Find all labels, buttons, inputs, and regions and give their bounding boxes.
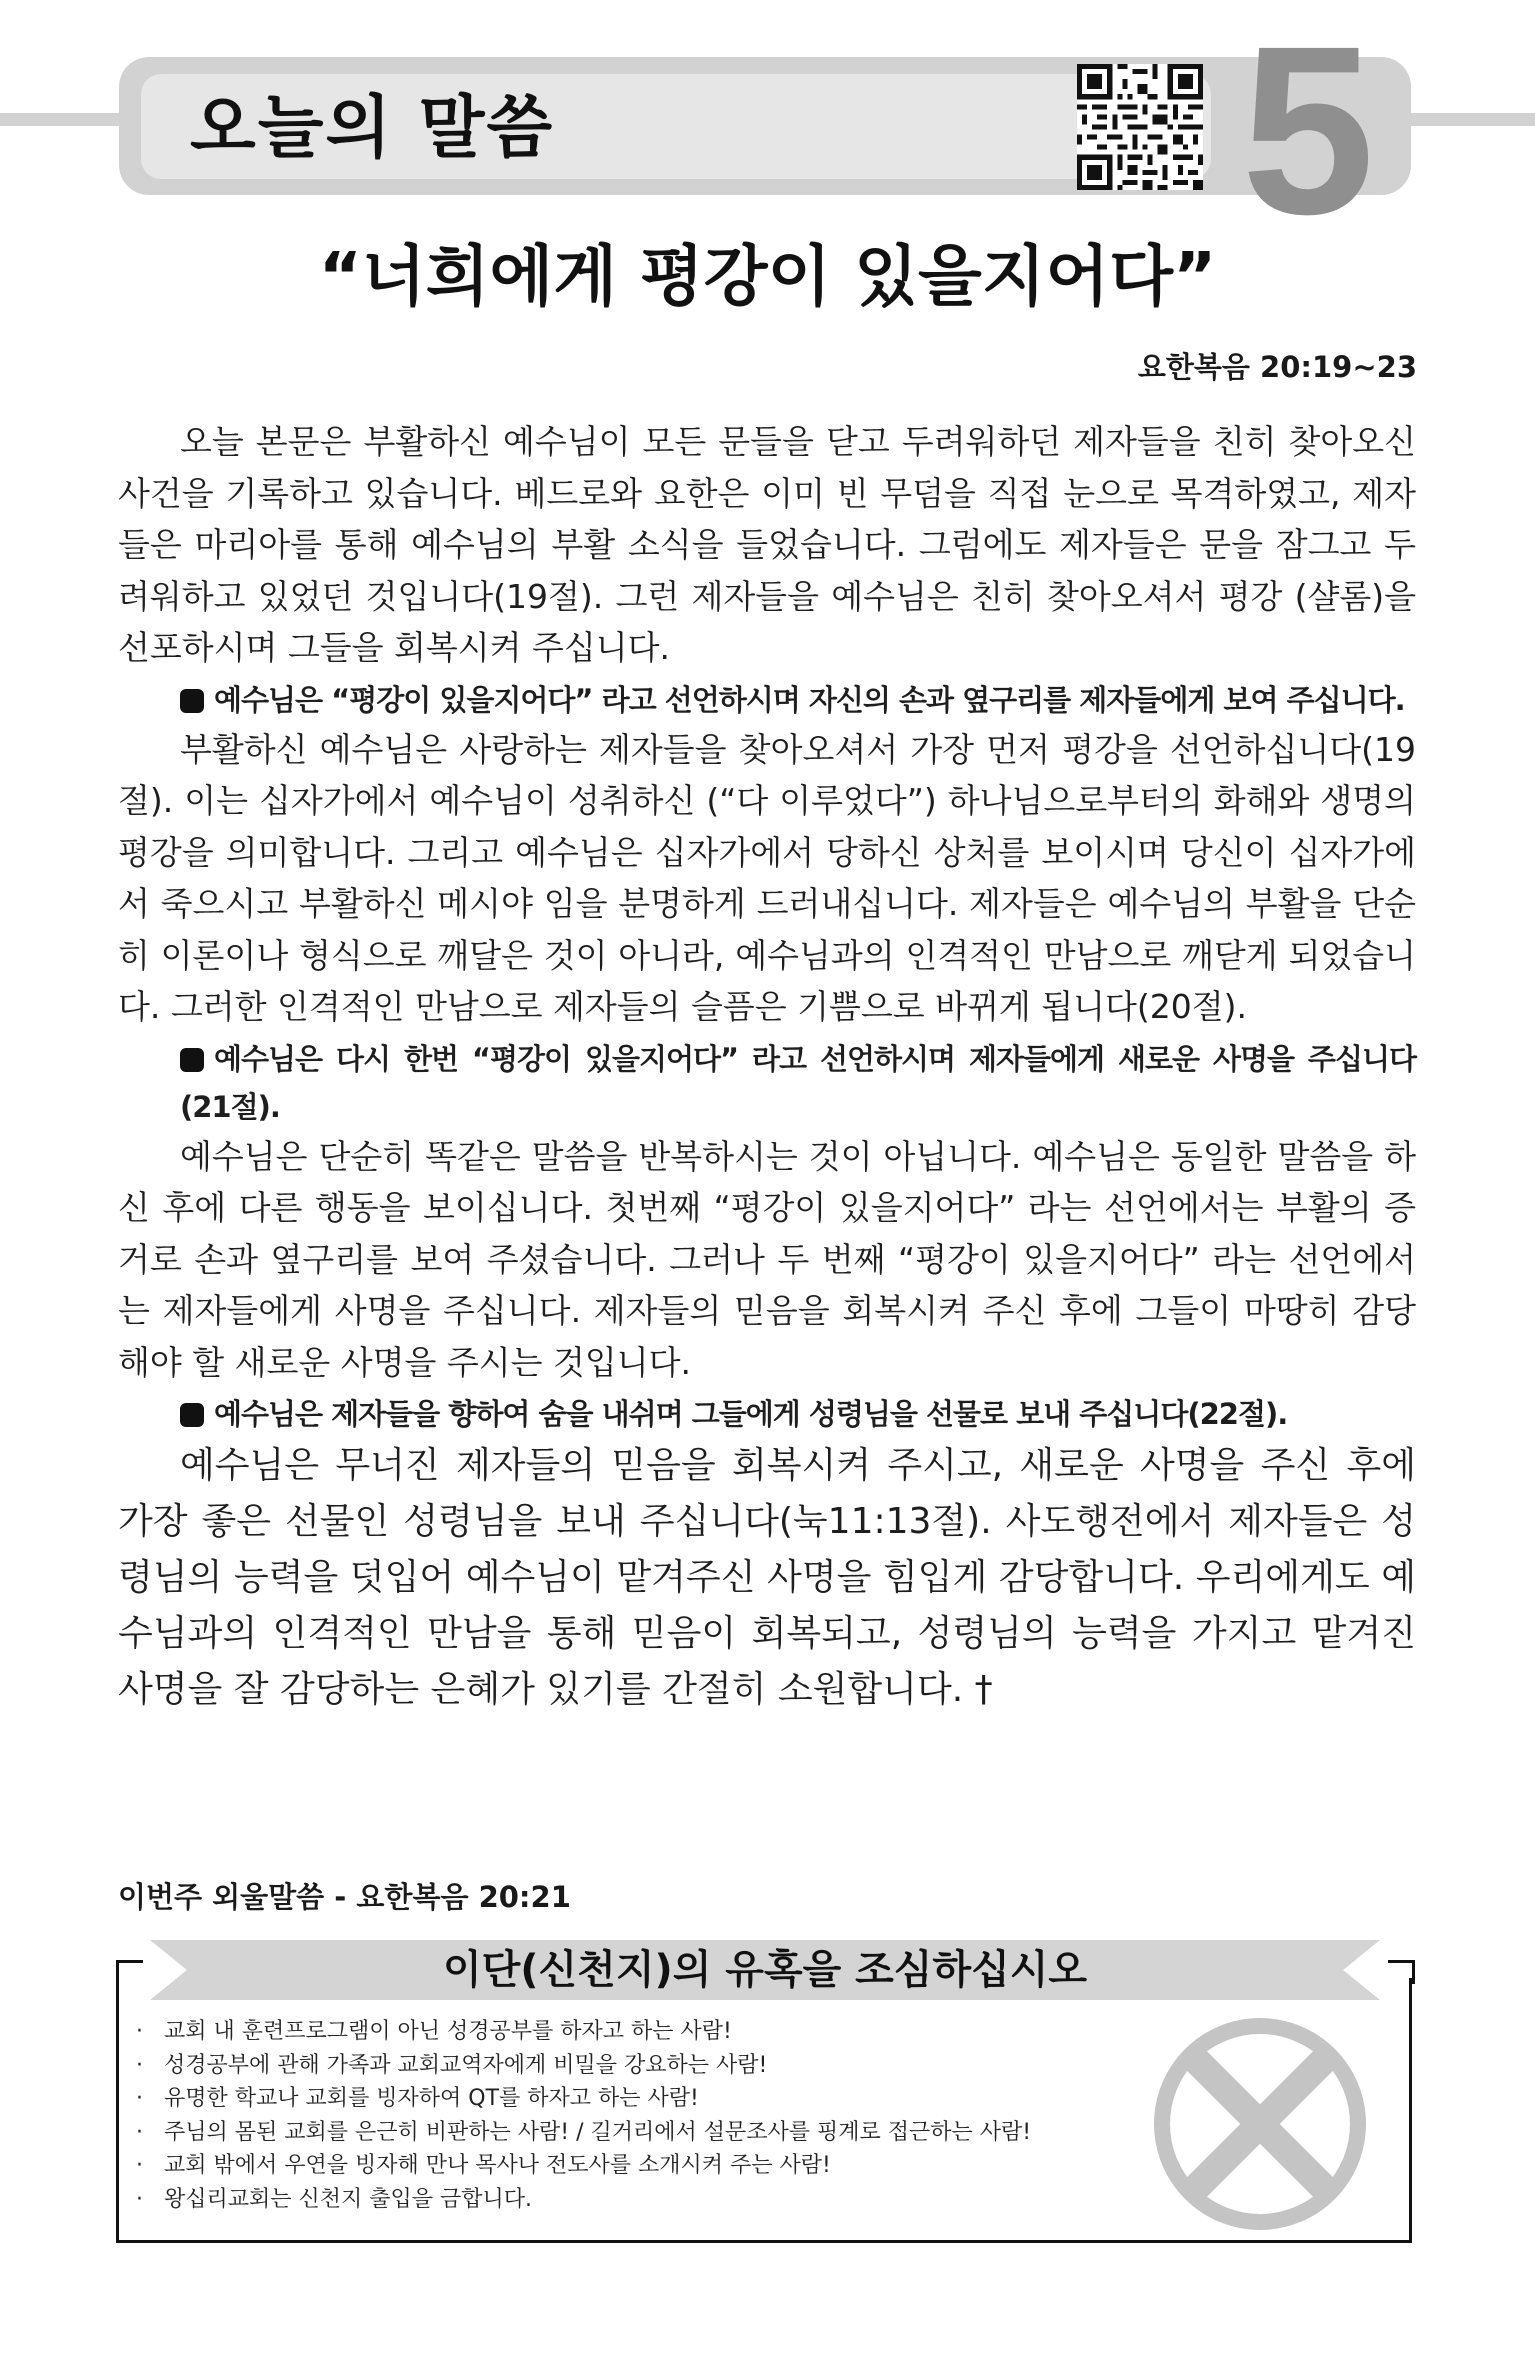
paragraph-point-3: 예수님은 무너진 제자들의 믿음을 회복시켜 주시고, 새로운 사명을 주신 후에 가장 좋은 선물인 성령님을 보내 주십니다(눅11:13절). 사도행전에서 제자들은 성령님의 능력을 덧입어 예수님이 맡겨주신 사명을 힘입게 감당합니다. 우리에게도 예수님과의 인격적인 만남을 통해 믿음이 회복되고, 성령님의 능력을 가지고 맡겨진 사명을 잘 감당하는 은혜가 있기를 간절히 소원합니다. † bbox=[118, 1445, 1416, 1710]
bullet-square-icon bbox=[180, 1403, 204, 1427]
bullet-square-icon bbox=[180, 689, 204, 713]
list-item: · 주님의 몸된 교회를 은근히 비판하는 사람! / 길거리에서 설문조사를 핑계로 접근하는 사람! bbox=[132, 2116, 1152, 2150]
page-number: 5 bbox=[1241, 0, 1375, 264]
scripture-reference: 요한복음 20:19~23 bbox=[1137, 350, 1417, 384]
bullet-square-icon bbox=[180, 1048, 204, 1072]
list-item: · 교회 밖에서 우연을 빙자해 만나 목사나 전도사를 소개시켜 주는 사람! bbox=[132, 2149, 1152, 2183]
paragraph-point-2: 예수님은 단순히 똑같은 말씀을 반복하시는 것이 아닙니다. 예수님은 동일한 말씀을 하신 후에 다른 행동을 보이십니다. 첫번째 “평강이 있을지어다” 라는 선언에서는 부활의 증거로 손과 옆구리를 보여 주셨습니다. 그러나 두 번째 “평강이 있을지어다” 라는 선언에서는 제자들에게 사명을 주십니다. 제자들의 믿음을 회복시켜 주신 후에 그들이 마땅히 감당해야 할 새로운 사명을 주시는 것입니다. bbox=[118, 1136, 1416, 1382]
key-point-text: 예수님은 다시 한번 “평강이 있을지어다” 라고 선언하시며 제자들에게 새로운 사명을 주십니다(21절). bbox=[180, 1041, 1416, 1124]
paragraph-point-1: 부활하신 예수님은 사랑하는 제자들을 찾아오셔서 가장 먼저 평강을 선언하십니다(19절). 이는 십자가에서 예수님이 성취하신 (“다 이루었다”) 하나님으로부터의 화해와 생명의 평강을 의미합니다. 그리고 예수님은 십자가에서 당하신 상처를 보이시며 당신이 십자가에서 죽으시고 부활하신 메시야 임을 분명하게 드러내십니다. 제자들은 예수님의 부활을 단순히 이론이나 형식으로 깨달은 것이 아니라, 예수님과의 인격적인 만남으로 깨닫게 되었습니다. 그러한 인격적인 만남으로 제자들의 슬픔은 기쁨으로 바뀌게 됩니다(20절). bbox=[118, 729, 1416, 1026]
key-point-1 bbox=[118, 676, 1416, 724]
paragraph-intro: 오늘 본문은 부활하신 예수님이 모든 문들을 닫고 두려워하던 제자들을 친히 찾아오신 사건을 기록하고 있습니다. 베드로와 요한은 이미 빈 무덤을 직접 눈으로 목격하였고, 제자들은 마리아를 통해 예수님의 부활 소식을 들었습니다. 그럼에도 제자들은 문을 잠그고 두려워하고 있었던 것입니다(19절). 그런 제자들을 예수님은 친히 찾아오셔서 평강 (샬롬)을 선포하시며 그들을 회복시켜 주십니다. bbox=[118, 422, 1416, 667]
key-point-2 bbox=[118, 1035, 1416, 1131]
section-title: 오늘의 말씀 bbox=[190, 89, 555, 168]
key-point-text: 예수님은 “평강이 있을지어다” 라고 선언하시며 자신의 손과 옆구리를 제자들에게 보여 주십니다. bbox=[214, 682, 1405, 717]
sermon-title: “너희에게 평강이 있을지어다” bbox=[318, 238, 1217, 315]
list-item: · 유명한 학교나 교회를 빙자하여 QT를 하자고 하는 사람! bbox=[132, 2082, 1152, 2116]
list-item: · 성경공부에 관해 가족과 교회교역자에게 비밀을 강요하는 사람! bbox=[132, 2049, 1152, 2083]
x-circle-icon bbox=[1146, 2010, 1374, 2238]
sermon-body bbox=[118, 416, 1416, 1718]
key-point-3 bbox=[118, 1390, 1416, 1438]
key-point-text: 예수님은 제자들을 향하여 숨을 내쉬며 그들에게 성령님을 선물로 보내 주십니다(22절). bbox=[214, 1397, 1288, 1431]
list-item: · 왕십리교회는 신천지 출입을 금합니다. bbox=[132, 2183, 1152, 2217]
warning-title: 이단(신천지)의 유혹을 조심하십시오 bbox=[442, 1947, 1087, 1993]
memory-verse: 이번주 외울말씀 - 요한복음 20:21 bbox=[118, 1880, 571, 1914]
list-item: · 교회 내 훈련프로그램이 아닌 성경공부를 하자고 하는 사람! bbox=[132, 2015, 1152, 2049]
qr-code-icon[interactable] bbox=[1077, 64, 1203, 190]
warning-list bbox=[132, 2015, 1152, 2216]
